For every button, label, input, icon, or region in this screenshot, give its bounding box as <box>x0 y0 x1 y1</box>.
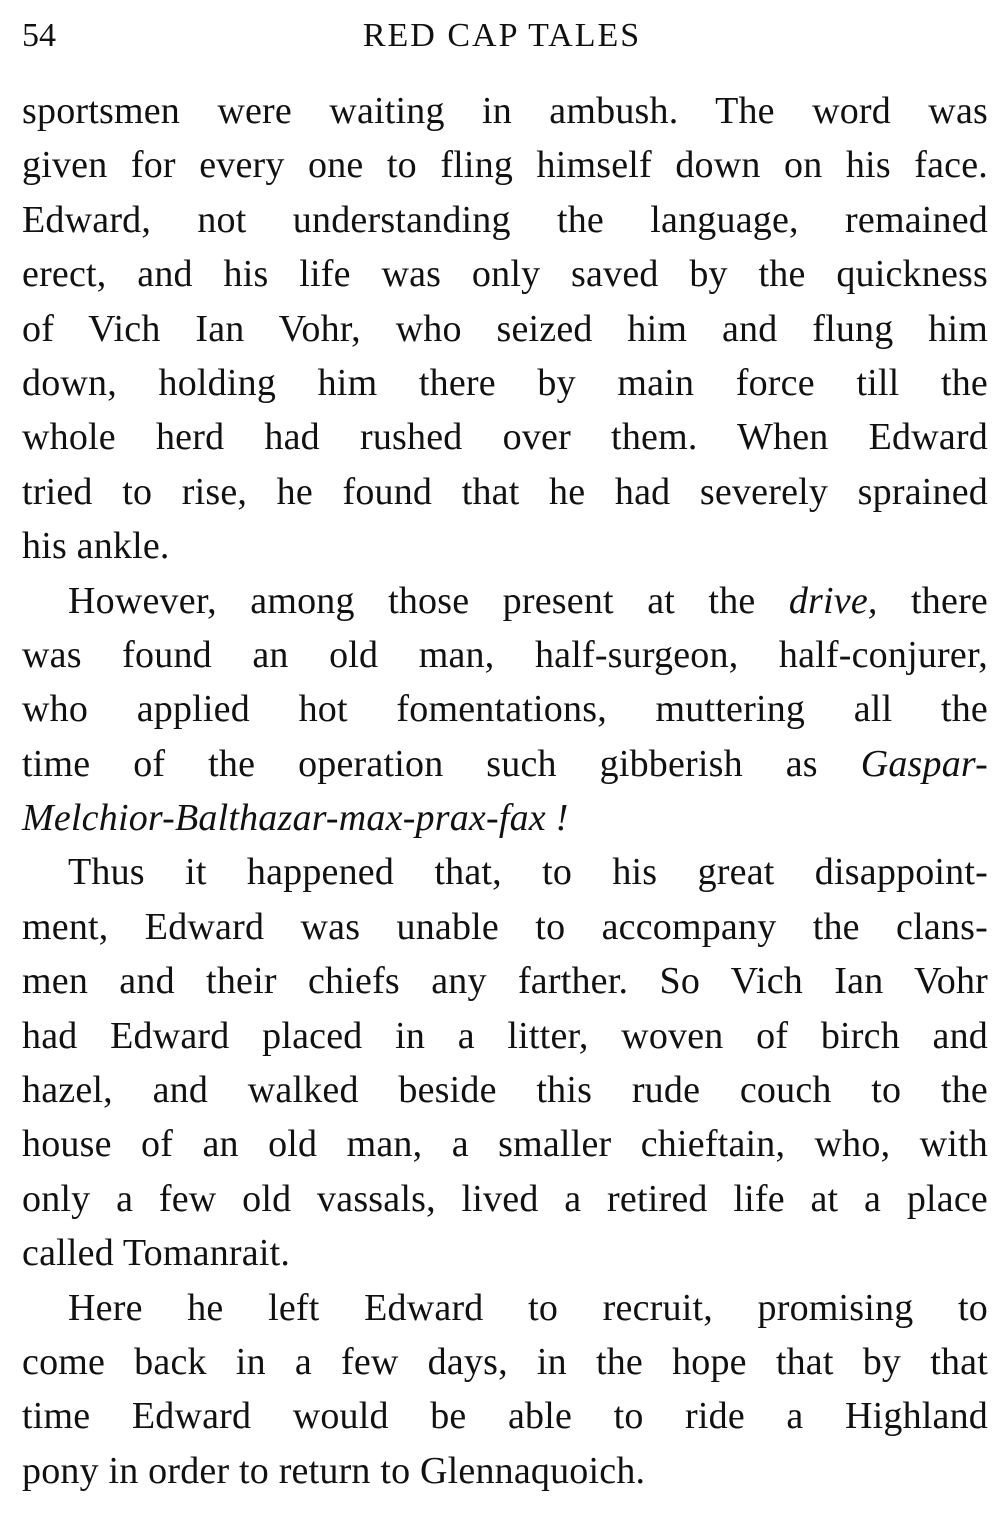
text-line: house of an old man, a smaller chieftain, who, with <box>22 1123 988 1166</box>
text-run: there <box>877 579 988 622</box>
paragraph <box>22 574 988 846</box>
text-line: tried to rise, he found that he had severely sprained <box>22 470 988 513</box>
body-text <box>22 84 988 1498</box>
text-line: men and their chiefs any farther. So Vich Ian Vohr <box>22 960 988 1003</box>
text-line: down, holding him there by main force till the <box>22 361 988 404</box>
page-header <box>22 12 982 62</box>
text-line <box>22 574 988 628</box>
paragraph <box>22 845 988 1280</box>
text-line <box>22 737 988 791</box>
text-line: given for every one to fling himself down on his face. <box>22 144 988 187</box>
text-line: was found an old man, half-surgeon, half-conjurer, <box>22 633 988 676</box>
text-line: ment, Edward was unable to accompany the clans- <box>22 905 988 948</box>
running-head: RED CAP TALES <box>362 17 642 54</box>
text-line: come back in a few days, in the hope that by that <box>22 1340 988 1383</box>
text-line: his ankle. <box>22 525 170 568</box>
paragraph <box>22 1281 988 1499</box>
text-line: called Tomanrait. <box>22 1232 291 1275</box>
italic-text: Gaspar- <box>860 742 988 785</box>
text-line: time Edward would be able to ride a Highland <box>22 1395 988 1438</box>
text-line: Here he left Edward to recruit, promising to <box>68 1286 988 1329</box>
text-line: of Vich Ian Vohr, who seized him and flung him <box>22 307 988 350</box>
text-line <box>22 791 988 845</box>
text-line: sportsmen were waiting in ambush. The word was <box>22 90 988 132</box>
text-run: time of the operation such gibberish as <box>22 742 861 785</box>
text-line: had Edward placed in a litter, woven of birch and <box>22 1014 988 1057</box>
text-run: However, among those present at the <box>68 579 789 622</box>
text-line: who applied hot fomentations, muttering all the <box>22 688 988 731</box>
text-line: whole herd had rushed over them. When Edward <box>22 416 988 459</box>
page-number: 54 <box>22 17 56 54</box>
text-line: Thus it happened that, to his great disappoint- <box>68 851 988 894</box>
paragraph <box>22 84 988 574</box>
italic-text: Melchior-Balthazar-max-prax-fax ! <box>22 797 569 840</box>
italic-text: drive, <box>788 579 878 622</box>
text-line: Edward, not understanding the language, remained <box>22 198 988 241</box>
text-line: hazel, and walked beside this rude couch to the <box>22 1069 988 1112</box>
text-line: erect, and his life was only saved by the quickness <box>22 253 988 296</box>
text-line: pony in order to return to Glennaquoich. <box>22 1449 646 1492</box>
text-line: only a few old vassals, lived a retired life at a place <box>22 1177 988 1220</box>
